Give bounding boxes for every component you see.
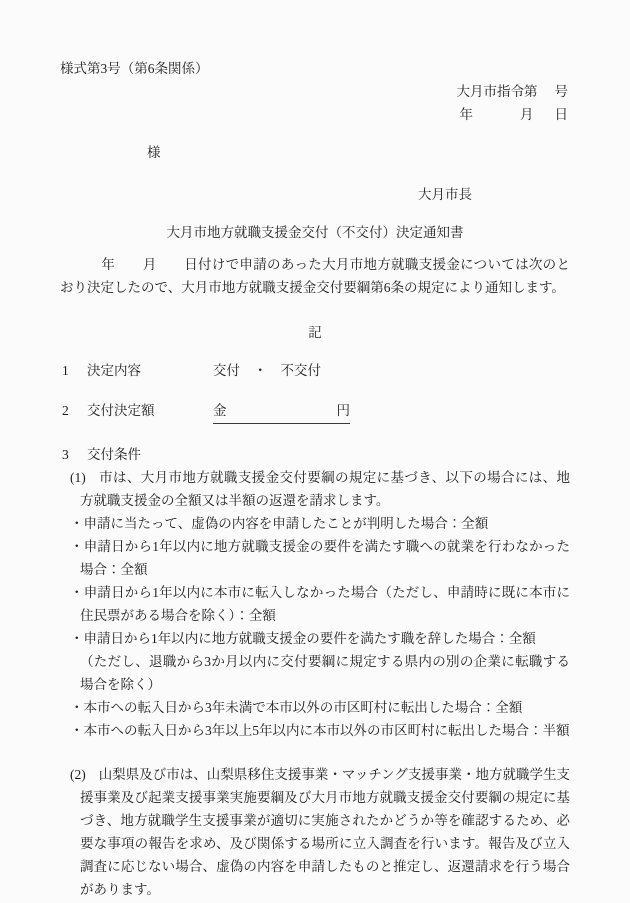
date-day-label: 日 (554, 107, 568, 122)
clause-2-number: (2) (70, 767, 86, 782)
item-conditions (60, 443, 570, 466)
clause-1-number: (1) (70, 470, 86, 485)
date-line (60, 103, 568, 126)
item-number: 3 (62, 447, 69, 462)
item-number: 1 (62, 363, 69, 378)
directive-number-line (60, 80, 568, 103)
return-condition-bullet (60, 581, 570, 627)
return-condition-bullet (60, 696, 570, 719)
bullet-marker: ・ (70, 539, 84, 554)
sender-line: 大月市長 (418, 187, 472, 202)
item-decision (60, 359, 570, 382)
bullet-marker: ・ (70, 585, 84, 600)
header-right-block (60, 80, 570, 126)
amount-suffix: 円 (336, 403, 350, 418)
item-number: 2 (62, 403, 69, 418)
return-condition-bullet (60, 627, 570, 696)
clause-1-text: 市は、大月市地方就職支援金交付要綱の規定に基づき、以下の場合には、地方就職支援金の全額又は半額の返還を請求します。 (80, 470, 570, 508)
addressee-line (60, 141, 570, 164)
item-label-conditions: 交付条件 (87, 447, 141, 462)
bullet-marker: ・ (70, 631, 84, 646)
bullet-text: 申請日から1年以内に地方就職支援金の要件を満たす職への就業を行わなかった場合：全額 (80, 539, 571, 577)
decision-value: 交付 ・ 不交付 (213, 363, 321, 378)
bullet-text: 本市への転入日から3年未満で本市以外の市区町村に転出した場合：全額 (83, 700, 523, 715)
addressee-honorific: 様 (147, 145, 161, 160)
bullet-note: （ただし、退職から3か月以内に交付要綱に規定する県内の別の企業に転職する場合を除く） (80, 654, 570, 692)
bullet-marker: ・ (70, 723, 84, 738)
directive-suffix: 号 (554, 84, 568, 99)
amount-field (213, 399, 350, 424)
return-condition-bullet (60, 719, 570, 742)
bullet-text: 本市への転入日から3年以上5年以内に本市以外の市区町村に転出した場合：半額 (83, 723, 570, 738)
form-number: 様式第3号（第6条関係） (60, 61, 209, 76)
bullet-marker: ・ (70, 516, 84, 531)
bullet-text: 申請日から1年以内に本市に転入しなかった場合（ただし、申請時に既に本市に住民票がある場合を除く）：全額 (80, 585, 571, 623)
directive-prefix: 大月市指令第 (456, 84, 538, 99)
amount-prefix: 金 (213, 403, 227, 418)
item-amount (60, 399, 570, 424)
bullet-marker: ・ (70, 700, 84, 715)
bullet-text: 申請に当たって、虚偽の内容を申請したことが判明した場合：全額 (83, 516, 489, 531)
clause-2-text: 山梨県及び市は、山梨県移住支援事業・マッチング支援事業・地方就職学生支援事業及び起業支援事業実施要綱及び大月市地方就職支援金交付要綱の規定に基づき、地方就職学生支援事業が適切に実施されたかどうか等を確認するため、必要な事項の報告を求め、及び関係する場所に立入調査を行います。報告及び立入調査に応じない場合、虚偽の内容を申請したものと推定し、返還請求を行う場合があります。 (80, 767, 570, 897)
return-condition-bullet (60, 512, 570, 535)
record-marker: 記 (308, 325, 322, 340)
clause-1 (60, 466, 570, 512)
item-label-amount: 交付決定額 (87, 403, 155, 418)
item-label-decision: 決定内容 (87, 363, 141, 378)
clause-2 (60, 763, 570, 901)
return-condition-bullet (60, 535, 570, 581)
date-month-label: 月 (520, 107, 534, 122)
date-year-label: 年 (459, 107, 473, 122)
bullet-text: 申請日から1年以内に地方就職支援金の要件を満たす職を辞した場合：全額 (83, 631, 536, 646)
intro-paragraph: 年 月 日付けで申請のあった大月市地方就職支援金については次のとおり決定したので、大月市地方就職支援金交付要綱第6条の規定により通知します。 (60, 257, 570, 295)
document-title: 大月市地方就職支援金交付（不交付）決定通知書 (166, 225, 464, 240)
